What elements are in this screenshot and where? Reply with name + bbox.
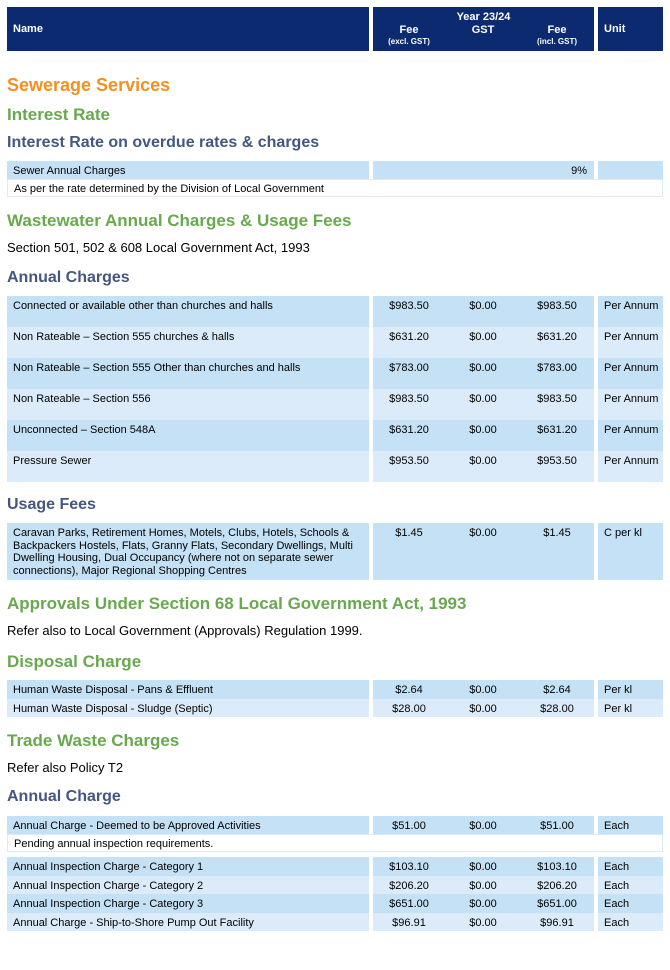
fee-excl-label: Fee	[399, 24, 419, 36]
row-name-text: Annual Inspection Charge - Category 2	[13, 879, 204, 892]
unit-value: Per Annum	[604, 362, 659, 374]
gst-value: $0.00	[469, 702, 497, 715]
fee-excl-value: $96.91	[392, 916, 426, 929]
unit-value: Each	[604, 861, 630, 873]
subsection-title-interest-overdue: Interest Rate on overdue rates & charges	[7, 134, 320, 151]
fee-excl-sub: (excl. GST)	[388, 37, 430, 46]
table-row-fee	[373, 857, 594, 876]
fee-incl-value: $783.00	[537, 362, 577, 374]
section-title-trade-waste: Trade Waste Charges	[7, 731, 180, 750]
table-row-name	[7, 680, 369, 699]
fee-incl-value: $983.50	[537, 300, 577, 312]
column-header-name	[7, 7, 369, 51]
table-row-unit	[598, 913, 663, 932]
column-header-unit	[598, 7, 663, 51]
fee-excl-value: $51.00	[392, 820, 426, 832]
gst-value: $0.00	[469, 916, 497, 929]
fee-excl-value: $953.50	[389, 455, 429, 467]
fee-incl-value: $631.20	[537, 424, 577, 436]
unit-value: Each	[604, 820, 630, 832]
gst-value: $0.00	[469, 393, 497, 405]
gst-value: $0.00	[469, 820, 497, 832]
table-row-unit	[598, 296, 663, 327]
table-row-unit	[598, 389, 663, 420]
row-note	[7, 834, 663, 852]
fee-excl-value: $631.20	[389, 331, 429, 343]
table-row-fee	[373, 389, 594, 420]
table-row-name	[7, 857, 369, 876]
section-title-sewerage: Sewerage Services	[7, 75, 171, 95]
section-note-wastewater: Section 501, 502 & 608 Local Government Act, 1993	[7, 240, 310, 255]
fee-incl-value: $28.00	[540, 702, 574, 715]
fee-excl-value: $983.50	[389, 393, 429, 405]
section-note-trade-waste: Refer also Policy T2	[7, 760, 124, 775]
fee-excl-value: $103.10	[389, 861, 429, 873]
row-name-text: Non Rateable – Section 555 churches & halls	[13, 331, 235, 343]
row-name-text: Sewer Annual Charges	[13, 165, 126, 177]
table-row-fee	[373, 523, 594, 580]
fee-incl-value: $651.00	[537, 898, 577, 910]
table-row-unit	[598, 161, 663, 179]
table-row-fee	[373, 913, 594, 932]
section-note-approvals: Refer also to Local Government (Approvals) Regulation 1999.	[7, 623, 363, 638]
fee-excl-value: $28.00	[392, 702, 426, 715]
interest-rate-value: 9%	[571, 165, 587, 177]
fee-incl-sub: (incl. GST)	[537, 37, 577, 46]
table-row-unit	[598, 680, 663, 699]
fee-incl-label: Fee	[547, 24, 567, 36]
table-row-unit	[598, 894, 663, 913]
unit-value: Per kl	[604, 684, 633, 696]
unit-value: Per Annum	[604, 424, 659, 436]
gst-value: $0.00	[469, 684, 497, 696]
gst-value: $0.00	[469, 424, 497, 436]
column-header-name-label: Name	[13, 23, 43, 35]
row-name-text: Annual Inspection Charge - Category 1	[13, 861, 204, 873]
table-row-unit	[598, 358, 663, 389]
table-row-fee	[373, 358, 594, 389]
row-note-text: Pending annual inspection requirements.	[14, 838, 214, 850]
fee-incl-value: $1.45	[543, 527, 571, 539]
column-header-gst	[453, 24, 513, 36]
fee-incl-value: $206.20	[537, 879, 577, 892]
fee-incl-value: $983.50	[537, 393, 577, 405]
section-title-approvals: Approvals Under Section 68 Local Government Act, 1993	[7, 594, 467, 613]
table-row-unit	[598, 876, 663, 895]
row-name-text: Non Rateable – Section 556	[13, 393, 151, 405]
row-name-text: Connected or available other than churches and halls	[13, 300, 273, 312]
fee-incl-value: $2.64	[543, 684, 571, 696]
row-name-text: Annual Inspection Charge - Category 3	[13, 898, 204, 910]
table-row-unit	[598, 451, 663, 482]
unit-value: Per Annum	[604, 455, 659, 467]
fee-incl-value: $631.20	[537, 331, 577, 343]
row-name-text: Pressure Sewer	[13, 455, 92, 467]
fee-incl-value: $51.00	[540, 820, 574, 832]
subsection-title-usage-fees: Usage Fees	[7, 496, 96, 513]
table-row-unit	[598, 816, 663, 834]
section-title-interest-rate: Interest Rate	[7, 105, 110, 124]
unit-value: Each	[604, 916, 630, 929]
unit-value: Each	[604, 879, 630, 892]
table-row-fee	[373, 699, 594, 718]
subsection-title-annual-charge: Annual Charge	[7, 788, 121, 805]
table-row-name	[7, 451, 369, 482]
fee-excl-value: $651.00	[389, 898, 429, 910]
table-row-unit	[598, 699, 663, 718]
table-row-name	[7, 816, 369, 834]
row-name-text: Unconnected – Section 548A	[13, 424, 156, 436]
column-header-year	[373, 7, 594, 51]
table-row-unit	[598, 327, 663, 358]
unit-value: Per Annum	[604, 393, 659, 405]
column-header-fee-incl	[527, 24, 587, 48]
table-row-name	[7, 876, 369, 895]
gst-value: $0.00	[469, 362, 497, 374]
row-name-text: Annual Charge - Deemed to be Approved Activities	[13, 820, 261, 832]
table-row-name	[7, 327, 369, 358]
table-row-name	[7, 913, 369, 932]
table-row-name	[7, 161, 369, 179]
fee-excl-value: $983.50	[389, 300, 429, 312]
row-note-text: As per the rate determined by the Division of Local Government	[14, 183, 324, 195]
fee-incl-value: $103.10	[537, 861, 577, 873]
fee-excl-value: $2.64	[395, 684, 423, 696]
table-row-fee	[373, 327, 594, 358]
unit-value: C per kl	[604, 527, 642, 539]
gst-value: $0.00	[469, 879, 497, 892]
row-name-text: Annual Charge - Ship-to-Shore Pump Out Facility	[13, 916, 254, 929]
fee-excl-value: $206.20	[389, 879, 429, 892]
row-note	[7, 179, 663, 197]
row-name-text: Caravan Parks, Retirement Homes, Motels, Clubs, Hotels, Schools & Backpackers Hostels, Flats, Granny Flats, Secondary Dwellings, Multi Dwelling Housing, Dual Occupancy (where not on separate sewer connections), Major Regional Shopping Centres	[13, 527, 353, 577]
gst-value: $0.00	[469, 861, 497, 873]
table-row-name	[7, 894, 369, 913]
unit-value: Each	[604, 898, 630, 910]
subsection-title-annual-charges: Annual Charges	[7, 269, 130, 286]
table-row-name	[7, 389, 369, 420]
year-label: Year 23/24	[456, 11, 511, 23]
column-header-unit-label: Unit	[604, 23, 626, 35]
table-row-fee	[373, 296, 594, 327]
gst-value: $0.00	[469, 898, 497, 910]
row-name-text: Human Waste Disposal - Sludge (Septic)	[13, 702, 213, 715]
table-row-name	[7, 523, 369, 580]
table-row-fee	[373, 161, 594, 179]
gst-value: $0.00	[469, 331, 497, 343]
table-row-unit	[598, 420, 663, 451]
fee-incl-value: $953.50	[537, 455, 577, 467]
unit-value: Per Annum	[604, 300, 659, 312]
column-header-fee-excl	[379, 24, 439, 48]
section-title-wastewater: Wastewater Annual Charges & Usage Fees	[7, 211, 352, 230]
table-row-name	[7, 296, 369, 327]
table-row-fee	[373, 876, 594, 895]
table-row-unit	[598, 523, 663, 580]
section-title-disposal: Disposal Charge	[7, 652, 142, 671]
table-row-fee	[373, 894, 594, 913]
gst-value: $0.00	[469, 300, 497, 312]
table-row-name	[7, 358, 369, 389]
table-row-fee	[373, 451, 594, 482]
table-row-name	[7, 699, 369, 718]
gst-value: $0.00	[469, 527, 497, 539]
table-row-name	[7, 420, 369, 451]
table-row-fee	[373, 680, 594, 699]
fee-incl-value: $96.91	[540, 916, 574, 929]
unit-value: Per kl	[604, 702, 633, 715]
unit-value: Per Annum	[604, 331, 659, 343]
table-row-fee	[373, 420, 594, 451]
fee-excl-value: $631.20	[389, 424, 429, 436]
gst-value: $0.00	[469, 455, 497, 467]
table-row-unit	[598, 857, 663, 876]
row-name-text: Non Rateable – Section 555 Other than churches and halls	[13, 362, 301, 374]
table-row-fee	[373, 816, 594, 834]
fee-excl-value: $783.00	[389, 362, 429, 374]
row-name-text: Human Waste Disposal - Pans & Effluent	[13, 684, 213, 696]
fee-excl-value: $1.45	[395, 527, 423, 539]
gst-label: GST	[471, 24, 495, 36]
